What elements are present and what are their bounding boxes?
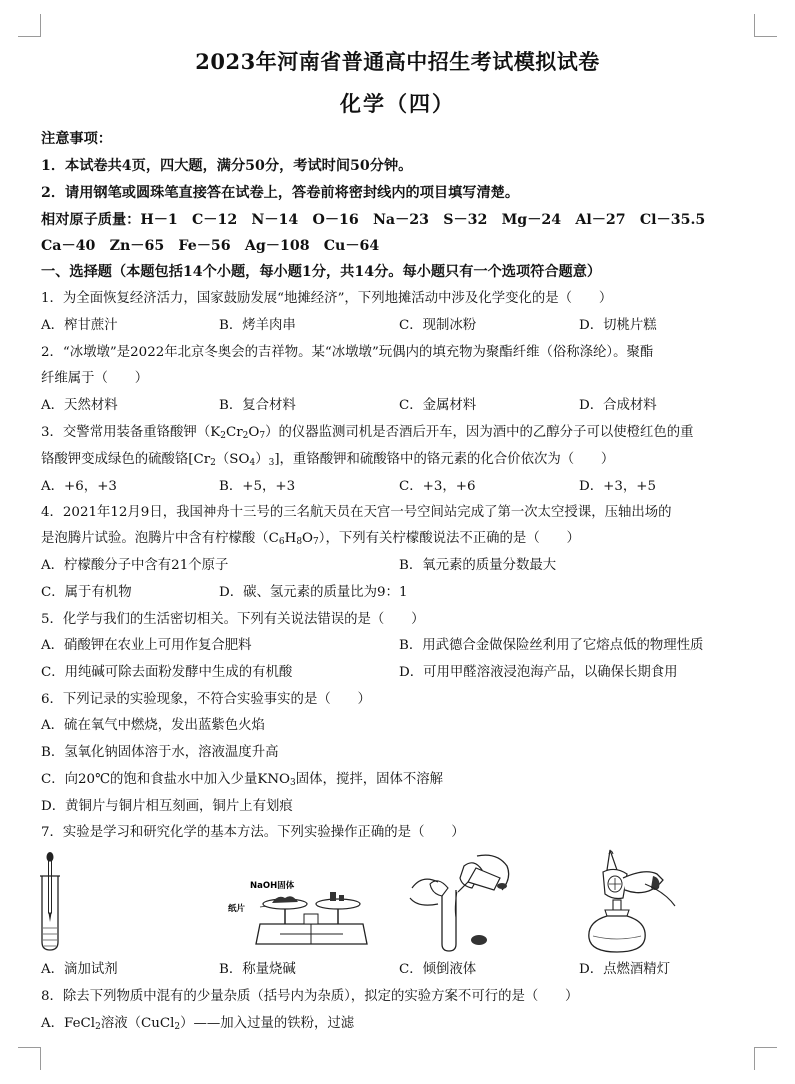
q1-stem: 1．为全面恢复经济活力，国家鼓励发展“地摊经济”，下列地摊活动中涉及化学变化的是（ ） [41, 291, 613, 306]
figure-balance-naoh [220, 848, 370, 956]
q1-option-a: A．榨甘蔗汁 [41, 318, 118, 333]
q1-option-d: D．切桃片糕 [579, 318, 657, 333]
q4-stem-line-2: 是泡腾片试验。泡腾片中含有柠檬酸$(C_6H_8O_7)$，下列有关柠檬酸说法不正确的是（ ） [41, 531, 580, 547]
q6-option-b: B．氢氧化钠固体溶于水，溶液温度升高 [41, 745, 279, 760]
notice-item-2: 2．请用钢笔或圆珠笔直接答在试卷上，答卷前将密封线内的项目填写清楚。 [41, 185, 520, 201]
section-1-heading: 一、选择题（本题包括14个小题，每小题1分，共14分。每小题只有一个选项符合题意） [41, 264, 602, 280]
crop-mark-bottom-left [18, 1047, 41, 1070]
q7-option-d: D．点燃酒精灯 [579, 962, 671, 977]
notice-heading: 注意事项： [41, 131, 112, 147]
q8-option-a: A．FeCl$_2$溶液（CuCl$_2$）——加入过量的铁粉，过滤 [41, 1016, 355, 1032]
q8-stem: 8．除去下列物质中混有的少量杂质（括号内为杂质），拟定的实验方案不可行的是（ ） [41, 989, 579, 1004]
q1-option-c: C．现制冰粉 [399, 318, 477, 333]
figure-alcohol-lamp [575, 848, 695, 956]
q2-option-a: A．天然材料 [41, 398, 118, 413]
q7-option-a: A．滴加试剂 [41, 962, 118, 977]
q6-stem: 6．下列记录的实验现象，不符合实验事实的是（ ） [41, 692, 371, 707]
naoh-label: NaOH固体 [250, 881, 295, 891]
q4-option-b: B．氧元素的质量分数最大 [399, 558, 557, 573]
q3-stem-1-pre: 3．交警常用装备重铬酸钾（ [41, 425, 211, 440]
q6-option-a: A．硫在氧气中燃烧，发出蓝紫色火焰 [41, 718, 265, 733]
q7-option-b: B．称量烧碱 [219, 962, 296, 977]
notice-item-1: 1．本试卷共4页，四大题，满分50分，考试时间50分钟。 [41, 158, 413, 174]
q3-formula-potassium-dichromate: $K_2Cr_2O_7$ [210, 425, 266, 441]
q4-stem-2-post: ），下列有关柠檬酸说法不正确的是（ ） [318, 531, 580, 546]
q4-option-a: A．柠檬酸分子中含有21个原子 [41, 558, 229, 573]
q2-option-c: C．金属材料 [399, 398, 477, 413]
q3-option-a: A．+6，+3 [41, 479, 117, 494]
q3-option-c: C．+3，+6 [399, 479, 476, 494]
q5-option-c: C．用纯碱可除去面粉发酵中生成的有机酸 [41, 665, 293, 680]
q3-option-b: B．+5，+3 [219, 479, 296, 494]
crop-mark-top-left [18, 14, 41, 37]
crop-mark-top-right [754, 14, 777, 37]
q3-formula-chromium-sulfate: $[Cr_2(SO_4)_3]$ [188, 452, 280, 468]
q4-stem-line-1: 4．2021年12月9日，我国神舟十三号的三名航天员在天宫一号空间站完成了第一次太空授课，压轴出场的 [41, 505, 672, 520]
q7-option-c: C．倾倒液体 [399, 962, 477, 977]
q2-option-d: D．合成材料 [579, 398, 657, 413]
q3-stem-line-2 [41, 450, 614, 470]
q4-stem-2-pre: 是泡腾片试验。泡腾片中含有柠檬酸（C [41, 531, 279, 546]
q4-option-c: C．属于有机物 [41, 585, 132, 600]
paper-label: 纸片 [228, 904, 246, 914]
q5-option-a: A．硝酸钾在农业上可用作复合肥料 [41, 638, 252, 653]
q7-stem: 7．实验是学习和研究化学的基本方法。下列实验操作正确的是（ ） [41, 825, 465, 840]
q3-option-d: D．+3，+5 [579, 479, 656, 494]
q5-stem: 5．化学与我们的生活密切相关。下列有关说法错误的是（ ） [41, 612, 425, 627]
exam-title: 2023年河南省普通高中招生考试模拟试卷 [195, 49, 600, 74]
q3-stem-2-pre: 铬酸钾变成绿色的硫酸铬 [41, 452, 189, 467]
q3-stem-line-1 [41, 423, 694, 443]
q6-option-d: D．黄铜片与铜片相互刻画，铜片上有划痕 [41, 799, 293, 814]
crop-mark-bottom-right [754, 1047, 777, 1070]
q5-option-b: B．用武德合金做保险丝利用了它熔点低的物理性质 [399, 638, 704, 653]
q2-option-b: B．复合材料 [219, 398, 296, 413]
q1-option-b: B．烤羊肉串 [219, 318, 296, 333]
q6-option-c: C．向20℃的饱和食盐水中加入少量$KNO_3$固体，搅拌，固体不溶解 [41, 772, 444, 788]
q3-stem-2-post: ，重铬酸钾和硫酸铬中的铬元素的化合价依次为（ ） [279, 452, 615, 467]
q5-option-d: D．可用甲醛溶液浸泡海产品，以确保长期食用 [399, 665, 678, 680]
q3-stem-1-post: ）的仪器监测司机是否酒后开车，因为酒中的乙醇分子可以使橙红色的重 [265, 425, 694, 440]
q7-figures [30, 848, 770, 960]
q2-stem-line-1: 2．“冰墩墩”是2022年北京冬奥会的吉祥物。某“冰墩墩”玩偶内的填充物为聚酯纤维（俗称涤纶）。聚酯 [41, 345, 654, 360]
atomic-masses-line-2: Ca－40 Zn－65 Fe－56 Ag－108 Cu－64 [41, 238, 380, 254]
figure-pouring-liquid [402, 848, 522, 956]
atomic-masses-line-1: 相对原子质量：H－1 C－12 N－14 O－16 Na－23 S－32 Mg－24 Al－27 Cl－35.5 [41, 212, 706, 228]
q4-option-d: D．碳、氢元素的质量比为9：1 [219, 585, 408, 600]
exam-subtitle: 化学（四） [340, 91, 455, 116]
figure-dropper-test-tube [30, 848, 70, 956]
q2-stem-line-2: 纤维属于（ ） [41, 371, 149, 386]
